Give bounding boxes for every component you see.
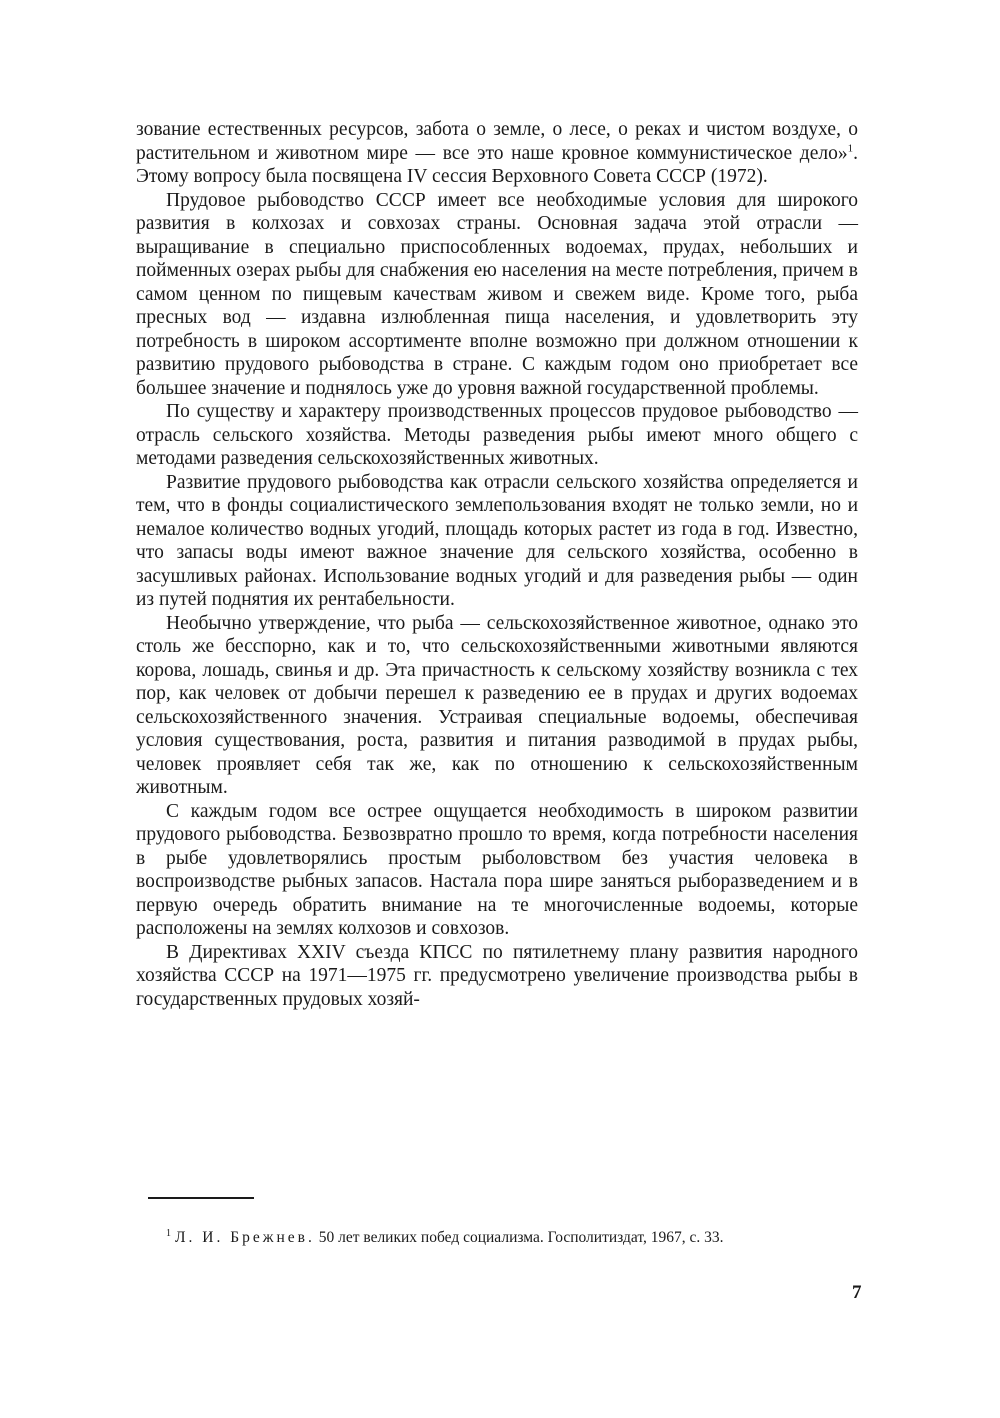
- paragraph-5: Необычно утверждение, что рыба — сельскохозяйственное животное, однако это столь же бесспорно, как и то, что сельскохозяйственными животными являются корова, лошадь, свинья и др. Эта причастность к сельскому хозяйству возникла с тех пор, как человек от добычи перешел к разведению ее в прудах и других водоемах сельскохозяйственного значения. Устраивая специальные водоемы, обеспечивая условия существования, роста, развития и питания разводимой в прудах рыбы, человек проявляет себя так же, как по отношению к сельскохозяйственным животным.: [136, 612, 858, 798]
- footnote: [136, 1227, 858, 1249]
- paragraph-2: Прудовое рыбоводство СССР имеет все необходимые условия для широкого развития в колхозах и совхозах страны. Основная задача этой отрасли — выращивание в специально приспособленных водоемах, прудах, небольших и пойменных озерах рыбы для снабжения ею населения на месте потребления, причем в самом ценном по пищевым качествам живом и свежем виде. Кроме того, рыба пресных вод — издавна излюбленная пища населения, и удовлетворить эту потребность в широком ассортименте вполне возможно при должном отношении к развитию прудового рыбоводства в стране. С каждым годом оно приобретает все большее значение и поднялось уже до уровня важной государственной проблемы.: [136, 189, 858, 399]
- paragraph-1: [136, 118, 858, 189]
- paragraph-3: По существу и характеру производственных процессов прудовое рыбоводство — отрасль сельского хозяйства. Методы разведения рыбы имеют много общего с методами разведения сельскохозяйственных животных.: [136, 401, 858, 469]
- paragraph-1-text: зование естественных ресурсов, забота о земле, о лесе, о реках и чистом воздухе, о растительном и животном мире — все это наше кровное коммунистическое дело»: [136, 119, 858, 164]
- paragraph-7: В Директивах XXIV съезда КПСС по пятилетнему плану развития народного хозяйства СССР на 1971—1975 гг. предусмотрено увеличение производства рыбы в государственных прудовых хозяй-: [136, 941, 858, 1010]
- paragraph-1-continuation: . Этому вопросу была посвящена IV сессия Верховного Совета СССР (1972).: [136, 142, 858, 187]
- footnote-divider: [148, 1197, 254, 1199]
- footnote-reference: 1: [847, 142, 854, 154]
- paragraph-6: С каждым годом все острее ощущается необходимость в широком развитии прудового рыбоводства. Безвозвратно прошло то время, когда потребности населения в рыбе удовлетворялись простым рыболовством без участия человека в воспроизводстве рыбных запасов. Настала пора шире заняться рыборазведением и в первую очередь обратить внимание на те многочисленные водоемы, которые расположены на землях колхозов и совхозов.: [136, 800, 858, 939]
- footnote-text: 50 лет великих побед социализма. Госполитиздат, 1967, с. 33.: [318, 1229, 724, 1246]
- main-text: [136, 118, 858, 1011]
- footnote-mark: 1: [166, 1227, 171, 1239]
- footnote-author: Л. И. Брежнев.: [175, 1229, 315, 1246]
- page-number: 7: [852, 1282, 862, 1303]
- page-body: [136, 118, 858, 1011]
- paragraph-4: Развитие прудового рыбоводства как отрасли сельского хозяйства определяется и тем, что в фонды социалистического землепользования входят не только земли, но и немалое количество водных угодий, площадь которых растет из года в год. Известно, что запасы воды имеют важное значение для сельского хозяйства, особенно в засушливых районах. Использование водных угодий и для разведения рыбы — один из путей поднятия их рентабельности.: [136, 471, 858, 610]
